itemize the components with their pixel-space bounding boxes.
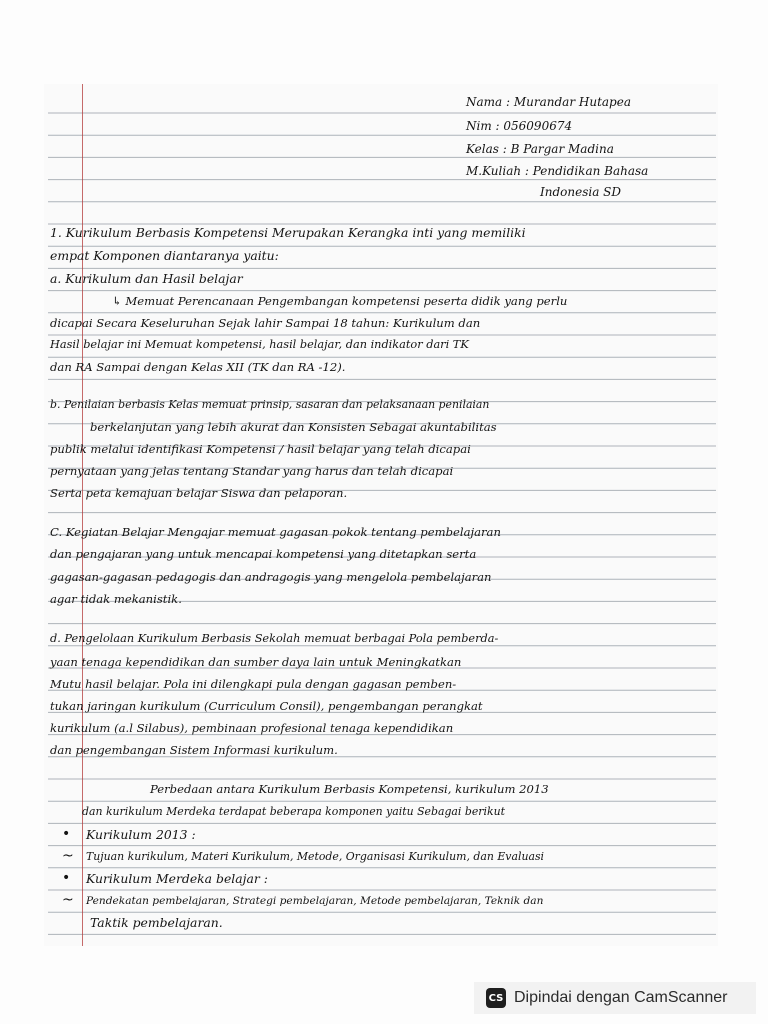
body-line: berkelanjutan yang lebih akurat dan Konsisten Sebagai akuntabilitas bbox=[90, 420, 497, 434]
body-line: Pendekatan pembelajaran, Strategi pembelajaran, Metode pembelajaran, Teknik dan bbox=[86, 895, 544, 907]
body-line: tukan jaringan kurikulum (Curriculum Consil), pengembangan perangkat bbox=[50, 699, 483, 713]
body-line: C. Kegiatan Belajar Mengajar memuat gagasan pokok tentang pembelajaran bbox=[50, 525, 501, 539]
body-line: d. Pengelolaan Kurikulum Berbasis Sekolah memuat berbagai Pola pemberda- bbox=[50, 632, 499, 645]
body-line: Taktik pembelajaran. bbox=[90, 915, 223, 930]
body-line: dan pengajaran yang untuk mencapai kompetensi yang ditetapkan serta bbox=[50, 547, 477, 561]
bullet-dash: ~ bbox=[62, 848, 74, 864]
bullet-dot: • bbox=[62, 826, 71, 842]
body-line: dan kurikulum Merdeka terdapat beberapa komponen yaitu Sebagai berikut bbox=[82, 805, 505, 818]
body-line: pernyataan yang jelas tentang Standar yang harus dan telah dicapai bbox=[50, 464, 454, 478]
camscanner-watermark bbox=[474, 982, 756, 1014]
header-kelas: Kelas : B Pargar Madina bbox=[466, 142, 614, 156]
body-line: Hasil belajar ini Memuat kompetensi, hasil belajar, dan indikator dari TK bbox=[50, 338, 469, 351]
body-line: gagasan-gagasan pedagogis dan andragogis yang mengelola pembelajaran bbox=[50, 570, 492, 584]
body-line: Kurikulum 2013 : bbox=[86, 827, 196, 842]
bullet-dash: ~ bbox=[62, 892, 74, 908]
body-line: publik melalui identifikasi Kompetensi / hasil belajar yang telah dicapai bbox=[50, 442, 471, 456]
body-line: a. Kurikulum dan Hasil belajar bbox=[50, 271, 243, 286]
body-line: b. Penilaian berbasis Kelas memuat prinsip, sasaran dan pelaksanaan penilaian bbox=[50, 398, 490, 411]
body-line: 1. Kurikulum Berbasis Kompetensi Merupakan Kerangka inti yang memiliki bbox=[50, 225, 526, 240]
body-line: Mutu hasil belajar. Pola ini dilengkapi pula dengan gagasan pemben- bbox=[50, 677, 457, 691]
body-line: ↳ Memuat Perencanaan Pengembangan kompetensi peserta didik yang perlu bbox=[112, 294, 568, 308]
body-line: Kurikulum Merdeka belajar : bbox=[86, 871, 268, 886]
header-matkul: M.Kuliah : Pendidikan Bahasa bbox=[466, 164, 649, 178]
body-line: Serta peta kemajuan belajar Siswa dan pelaporan. bbox=[50, 486, 348, 500]
body-line: agar tidak mekanistik. bbox=[50, 592, 182, 606]
body-line: Tujuan kurikulum, Materi Kurikulum, Metode, Organisasi Kurikulum, dan Evaluasi bbox=[86, 850, 545, 863]
body-line: dan RA Sampai dengan Kelas XII (TK dan RA -12). bbox=[50, 360, 346, 374]
camscanner-label: Dipindai dengan CamScanner bbox=[514, 989, 728, 1006]
header-nama: Nama : Murandar Hutapea bbox=[466, 95, 631, 109]
bullet-dot: • bbox=[62, 870, 71, 886]
header-matkul-2: Indonesia SD bbox=[540, 185, 622, 199]
body-line: kurikulum (a.l Silabus), pembinaan profesional tenaga kependidikan bbox=[50, 721, 454, 735]
camscanner-logo-icon: CS bbox=[486, 988, 506, 1008]
body-line: Perbedaan antara Kurikulum Berbasis Kompetensi, kurikulum 2013 bbox=[150, 782, 549, 796]
body-line: dan pengembangan Sistem Informasi kurikulum. bbox=[50, 743, 338, 757]
body-line: yaan tenaga kependidikan dan sumber daya lain untuk Meningkatkan bbox=[50, 655, 462, 669]
body-line: dicapai Secara Keseluruhan Sejak lahir Sampai 18 tahun: Kurikulum dan bbox=[50, 316, 481, 330]
header-nim: Nim : 056090674 bbox=[466, 119, 573, 133]
body-line: empat Komponen diantaranya yaitu: bbox=[50, 248, 279, 263]
